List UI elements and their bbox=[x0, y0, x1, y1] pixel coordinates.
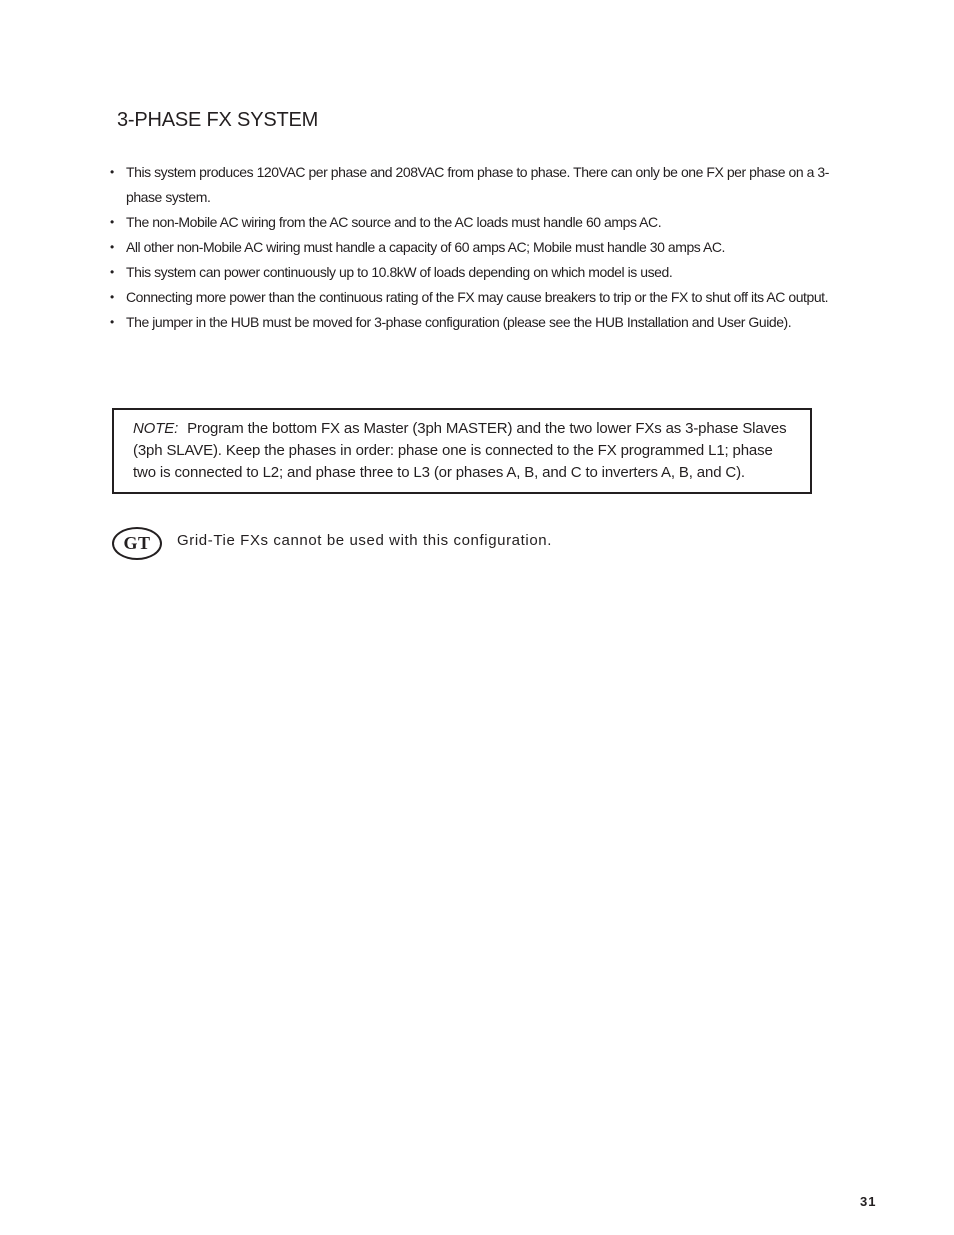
note-box bbox=[112, 408, 812, 494]
list-item-text: All other non-Mobile AC wiring must handle a capacity of 60 amps AC; Mobile must handle 30 amps AC. bbox=[126, 239, 725, 255]
list-item-text: The non-Mobile AC wiring from the AC source and to the AC loads must handle 60 amps AC. bbox=[126, 214, 662, 230]
note-label: NOTE: bbox=[133, 420, 179, 437]
bullet-icon: • bbox=[110, 165, 114, 179]
grid-tie-icon: GT bbox=[112, 527, 162, 560]
page-title: 3-PHASE FX SYSTEM bbox=[117, 109, 319, 131]
list-item-text: This system produces 120VAC per phase and 208VAC from phase to phase. There can only be one FX per phase on a 3-phase system. bbox=[126, 164, 829, 205]
list-item bbox=[110, 235, 830, 260]
bullet-icon: • bbox=[110, 240, 114, 254]
list-item-text: This system can power continuously up to 10.8kW of loads depending on which model is used. bbox=[126, 264, 673, 280]
list-item-text: Connecting more power than the continuous rating of the FX may cause breakers to trip or the FX to shut off its AC output. bbox=[126, 289, 829, 305]
bullet-icon: • bbox=[110, 290, 114, 304]
bullet-icon: • bbox=[110, 265, 114, 279]
bullet-icon: • bbox=[110, 215, 114, 229]
requirements-list bbox=[110, 160, 830, 335]
grid-tie-note: Grid-Tie FXs cannot be used with this configuration. bbox=[177, 532, 552, 549]
note-text: Program the bottom FX as Master (3ph MASTER) and the two lower FXs as 3-phase Slaves (3ph SLAVE). Keep the phases in order: phase one is connected to the FX programmed L1; phase two is connected to L2; and phase three to L3 (or phases A, B, and C to inverters A, B, and C). bbox=[133, 420, 787, 481]
list-item bbox=[110, 210, 830, 235]
list-item bbox=[110, 310, 830, 335]
page-number: 31 bbox=[860, 1194, 877, 1209]
list-item bbox=[110, 285, 830, 310]
list-item bbox=[110, 160, 830, 210]
list-item-text: The jumper in the HUB must be moved for 3-phase configuration (please see the HUB Installation and User Guide). bbox=[126, 314, 792, 330]
bullet-icon: • bbox=[110, 315, 114, 329]
list-item bbox=[110, 260, 830, 285]
